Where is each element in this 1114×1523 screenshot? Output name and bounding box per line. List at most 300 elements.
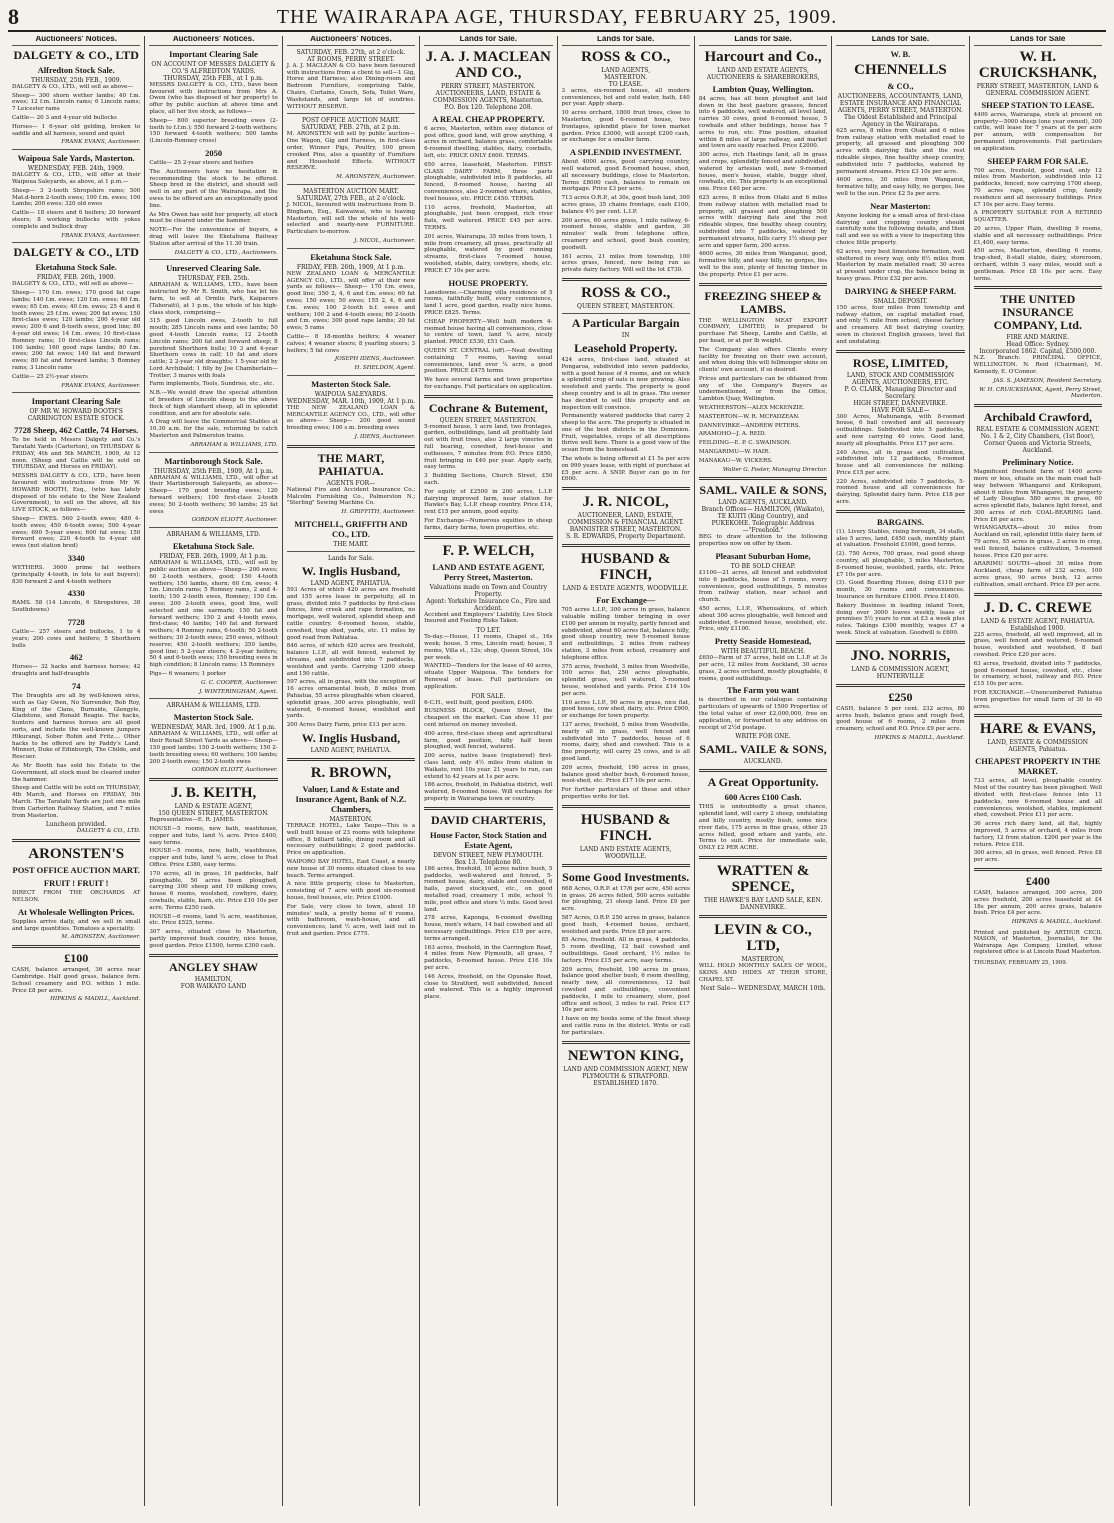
ad-separator xyxy=(699,769,827,772)
ad-subheading: LAND AND COMMISSION AGENT, NEW PLYMOUTH & STRATFORD. xyxy=(563,1065,689,1080)
ad-separator xyxy=(974,593,1102,596)
ad-paragraph: The whole is being offered at £1 5s per acre on 999 years lease, with right of purchase at £5 per acre. A SNIP. Buyer can go in for £600. xyxy=(561,456,690,483)
ad-subheading: No. 1 & 2, City Chambers, (1st floor), Corner Queen and Victoria Streets, Auckland. xyxy=(980,433,1095,455)
ad-signature: DALGETY & CO., LTD. xyxy=(76,828,141,835)
ad-subheading: AUCTIONEERS, ACCOUNTANTS, LAND, ESTATE INSURANCE AND FINANCIAL AGENTS, PERRY STREET, MASTERTON. xyxy=(837,92,964,114)
ad-separator xyxy=(699,856,827,859)
ad-heading: & CO., xyxy=(887,80,914,91)
column-7 xyxy=(831,36,968,1506)
ad-paragraph: 278 acres, Kaponga, 6-roomed dwelling house, men's whare, 14 bail cowshed and all necessary outbuildings. Price £19 per acre, terms arranged. xyxy=(424,915,553,942)
ad-paragraph: 846 acres, of which 420 acres are freehold, balance L.I.P., all well fenced, watered by streams, and subdivided into 7 paddocks, woolshed and yards. Carrying 1200 sheep and 150 cattle. xyxy=(286,643,416,677)
ad-paragraph: The Draughts are all by well-known sires, such as Gay Gwen, No Surrender, Bob Roy, King of the Clans, Burnside, Glengyle, Gladstone, and Ronald Reagie. The hacks, hunters and harness horses are all good sorts, and include the well-known jumpers Hikurangi, Sober Robin and Fritz.... Other hacks to be offered are by Paddy's Land, Minneri, Duke of Edinburgh, The Childe, and Rescuer. xyxy=(12,693,141,761)
ad-subheading: HIGH STREET, DANNEVIRKE. xyxy=(853,399,948,407)
ad-paragraph: Prices and particulars can be obtained from any of the Company's Buyers as undermentioned, or from the Office, Lambton Quay, Wellington. xyxy=(698,375,828,403)
ad-paragraph: CASH, balance 5 per cent. 232 acres, 80 acres bush, balance grass and rough feed, good house of 6 rooms, 2 miles from creamery, school and P.O. Price £9 per acre. xyxy=(836,705,965,733)
ad-heading: A REAL CHEAP PROPERTY. xyxy=(432,113,545,124)
ad-paragraph: 593 Acres of which 420 acres are freehold and 155 acres lease in perpetuity, all in grass, divided into 7 paddocks by first-class fences, lime creek and rape formation, no mortgage, well watered, splendid sheep and cattle country. 6-roomed house, stable, cowshed, trap shed, yards, etc. 11 miles by good road from Pahiatua. xyxy=(286,587,416,641)
ad-paragraph: 375 acres, freehold, 3 miles from Woodville, 100 acres flat, 250 acres ploughable, splendid grass, well watered, 5-roomed house, woolshed and yards. Price £14 10s per acre. xyxy=(561,663,690,697)
ad-paragraph: ARARIMU SOUTH—about 30 miles from Auckland, cheap farm of 232 acres, 100 acres grass, 90 acres bush, 12 acres cultivation, small orchard. Price £9 per acre. xyxy=(973,561,1102,588)
ad-paragraph: 161 acres, 21 miles from township, 100 acres grass, fenced, now being run as private dairy factory. Will sell the lot £730. xyxy=(561,253,690,274)
ad-paragraph: Horses— 32 hacks and harness horses; 42 draughts and half-draughts xyxy=(12,664,141,678)
ad-heading: 3340 xyxy=(67,553,85,564)
ad-paragraph: £1100—21 acres, all fenced and subdivided into 6 paddocks, house of 5 rooms, every convenience, good outbuildings, 5 minutes from railway station, near school and church. xyxy=(698,570,828,604)
ad-paragraph: Sheep— 3 2-tooth Shropshire rams; 500 Mat.d-horn 2-tooth ewes; 100 f.m. ewes; 100 Lambs; 200 ewes; 320 old ewes xyxy=(12,187,141,208)
ad-paragraph: ABRAHAM & WILLIAMS, LTD., will offer at their Renall Street Yards as above— Sheep— 150 good lambs; 150 2-tooth wethers; 150 2-tooth breeding ewes; 60 wethers; 100 lambs; 200 2-tooth ewes; 150 2-tooth ewes xyxy=(149,731,278,765)
ad-subheading: LAND AGENTS, AUCKLAND. xyxy=(718,499,808,507)
ad-heading: 4330 xyxy=(67,588,85,599)
ad-paragraph: 650 acres, leasehold, Masterton. FIRST-CLASS DAIRY FARM, three parts ploughable, subdivided into 8 paddocks, all fenced, 8-roomed house, having all conveniences, also 2-roomed whare, stables, fowl houses, etc. PRICE £450. TERMS. xyxy=(424,161,553,202)
ad-subheading: LAND, ESTATE & COMMISSION AGENTS, Pahiatua. xyxy=(987,739,1089,754)
ad-paragraph: J. NICOL, favoured with instructions from D. Bingham, Esq., Kaiwaiwai, who is leaving Masterton, will sell the whole of his well-selected and nearly-new FURNITURE. Particulars to-morrow. xyxy=(286,201,416,236)
ad-subheading: REAL ESTATE & COMMISSION AGENT. xyxy=(976,426,1100,434)
ad-subheading: ON ACCOUNT OF MESSES DALGETY & CO.'S ALFREDTON YARDS. xyxy=(151,60,276,75)
ad-separator xyxy=(836,641,964,644)
ad-paragraph: DIRECT FROM THE ORCHARDS AT NELSON. xyxy=(12,890,141,903)
ad-separator xyxy=(424,395,552,398)
ad-paragraph: Sheep— EWES. 560 2-tooth ewes; 480 4-tooth ewes; 450 6-tooth ewes; 500 4-year ewes; 690 5-year ewes; 600 fat ewes; 150 forward ewes; 220 4-tooth to 4-year old ewes (not station bred) xyxy=(12,516,141,550)
ad-paragraph: BEG to draw attention to the following properties now on offer by them. xyxy=(698,534,828,548)
ad-paragraph: WETHERS. 3600 prime fat wethers (principally 4-tooth, in lots to suit buyers); 830 forward 2 and 4-tooth wethers xyxy=(12,565,141,585)
ad-paragraph: (1). Livery Stables, rising borough, 34 stalls, also 5 acres, land, £450 cash, monthly plant at valuation. Freehold £1000, good terms. xyxy=(836,528,965,549)
ad-paragraph: For equity of £2500 in 200 acres, L.I.P. dairying improved farm, near station for Hawke's Bay, L.I.P. cheap country. Price £14, rent £15 per annum, good equity. xyxy=(424,488,553,516)
ad-paragraph: 300 Acres, Mahunanga, with 8-roomed house, 6 bail cowshed and all necessary outbuildings. Subdivided into 5 paddocks, and now carrying 40 cows. Good land, nearly all ploughable. Price £17 per acre. xyxy=(836,413,965,447)
ad-paragraph: Lansdowne.—Charming villa residence of 5 rooms, faithfully built, every convenience, land 1 acre, good garden, really nice home. PRICE £825. Terms. xyxy=(424,289,553,316)
ad-heading: THE UNITED INSURANCE COMPANY, Ltd. xyxy=(993,292,1082,333)
column-rule xyxy=(149,259,277,260)
ad-signature: HIPKINS & MADILL, Auckland. xyxy=(1011,919,1102,926)
column-rule xyxy=(287,248,415,249)
ad-signature: J. NICOL, Auctioneer. xyxy=(354,237,416,244)
ad-separator xyxy=(836,510,964,513)
column-rule xyxy=(12,149,140,150)
ad-subheading: DEVON STREET, NEW PLYMOUTH. xyxy=(433,851,544,859)
ad-heading: For Exchange— xyxy=(596,595,656,606)
ad-paragraph: CASH, balance arranged, 36 acres near Cambridge. Half good grass, balance fern. School creamery and P.O. within 1 mile. Price £8 per acre. xyxy=(12,967,141,994)
ad-paragraph: THIS is undoubtedly a great chance, splendid land, will carry 2 sheep, undulating and hilly country, mostly bush, some nice river flats, 175 acres in fine grass, other 25 acres felled, good whare and yards, etc. Terms to suit. Price for immediate sale, ONLY £2 PER ACRE. xyxy=(698,804,828,852)
ad-paragraph: 200 Acres Dairy Farm, price £13 per acre. xyxy=(286,722,407,729)
ad-paragraph: 137 acres, freehold, 5 miles from Woodville, nearly all in grass, well fenced and subdivided into 7 paddocks, house of 6 rooms, dairy, shed and cowshed. This is a fine property, will carry 25 cows, and is all good land. xyxy=(561,722,690,762)
ad-paragraph: About 4000 acres, good carrying country, well watered, good 8-roomed house, shed, all necessary buildings, close to Masterton. Terms £8000 cash, balance to remain on mortgage. Price £3 per acre. xyxy=(561,159,690,193)
ad-heading: Waipoua Sale Yards, Masterton. xyxy=(17,153,135,164)
ad-subheading: AT ROOMS, PERRY STREET. xyxy=(307,55,395,63)
ad-paragraph: 225 acres, freehold, all well improved, all in grass, well fenced and watered, 6-roomed house, woolshed and woolshed, 8 bail cowshed. Price £20 per acre. xyxy=(973,631,1102,659)
column-4 xyxy=(419,36,556,1506)
ad-paragraph: N.Z. Branch: PRINCIPAL OFFICE, WELLINGTON. N. Reid (Chairman), M. Kennedy, E. O'Connor. xyxy=(973,355,1102,375)
ad-heading: ROSE, LIMITED, xyxy=(852,355,948,370)
ad-heading: Alfredton Stock Sale. xyxy=(37,64,115,75)
ad-heading: Eketahuna Stock Sale. xyxy=(172,541,255,552)
column-rule xyxy=(287,375,415,376)
column-1 xyxy=(8,36,144,1506)
ad-paragraph: DALGETY & CO., LTD., will sell as above— xyxy=(12,83,134,90)
ad-paragraph: WANTED—Tenders for the lease of 40 acres, situate Upper Waipoua. The tenders for Renewal of lease. Full particulars on application. xyxy=(424,663,553,690)
ad-heading: BARGAINS. xyxy=(876,516,924,527)
ad-paragraph: MESSRS DALGETY & CO., LTD., have been favoured with instructions from Mr W. HOWARD BOOTH, Esq., (who has lately disposed of his estate to the New Zealand Government), to sell on the above, all his LIVE STOCK, as follows— xyxy=(12,473,141,514)
ad-subheading: Established 1900. xyxy=(1010,624,1066,632)
ad-heading: Masterton Stock Sale. xyxy=(311,378,391,389)
ad-paragraph: 209 acres, freehold, 190 acres in grass, balance good shelter bush, 6 room dwelling, nearly new, all conveniences, 12 bail cowshed and outbuildings, convenient paddocks, 1 mile to creamery, store, post office and school, 3 miles to rail. Price £17 10s per acre. xyxy=(561,966,690,1014)
ad-heading: 7728 xyxy=(67,617,85,628)
ad-subheading: TO LET. xyxy=(476,627,501,635)
ad-heading: Eketahuna Stock Sale. xyxy=(35,262,117,273)
ad-paragraph: CHEAP PROPERTY—Well built modern 4-roomed house having all conveniences, close to centre of town, land ¼ acre, nicely planted. PRICE £530, £51 Cash. xyxy=(424,318,553,346)
ad-subheading: LAND AGENT, PAHIATUA. xyxy=(310,747,392,754)
ad-heading: F. P. WELCH, xyxy=(442,542,535,559)
ad-paragraph: is described in our catalogue containing particulars of upwards of 1500 Properties of the total value of over £2,000,000, free on application, or forwarded to any address on receipt of 2½d postage. xyxy=(698,697,828,731)
ad-paragraph: 3 Building Sections, Church Street, £50 each. xyxy=(424,473,553,487)
ad-heading: J. A. J. MACLEAN AND CO., xyxy=(425,48,551,81)
ad-heading: Pretty Seaside Homestead, xyxy=(714,636,812,647)
ad-heading: £100 xyxy=(64,951,89,966)
ad-paragraph: CASH, balance arranged, 300 acres, 200 acres freehold, 200 acres leasehold at £4 18s per annum, 200 acres grass, balance bush. Price £4 per acre. xyxy=(973,889,1102,917)
newspaper-title: THE WAIRARAPA AGE, THURSDAY, FEBRUARY 25, 1909. xyxy=(276,5,838,28)
ad-subheading: FIRE AND MARINE. xyxy=(1006,334,1070,342)
ad-paragraph: 150 acres, four miles from township and railway station, on capital metalled road, and only ½ mile from school, cheese factory and creamery. All best dairying country, sown in choicest English grasses, level flat and undulating. xyxy=(836,304,965,345)
ad-separator xyxy=(699,477,827,480)
ad-paragraph: RAMS. 58 (14 Lincoln, 6 Shropshires, 38 Southdowns) xyxy=(12,600,141,614)
ad-heading: DALGETY & CO., LTD xyxy=(13,245,139,260)
page-number: 8 xyxy=(8,4,19,29)
column-heading: Lands for Sale. xyxy=(562,36,690,46)
ad-heading: MITCHELL, GRIFFITH AND CO., LTD. xyxy=(294,519,408,540)
ad-paragraph: 63 acres, freehold, divided into 7 paddocks, good 6-roomed house, cowshed, etc., close to creamery, school, railway and P.O. Price £15 10s per acre. xyxy=(973,660,1102,688)
ad-subheading: Incorporated 1862. Capital, £500,000. xyxy=(979,348,1097,356)
ad-paragraph: 186 acres, freehold, in Pahiatua district, well watered, 8-roomed house. Will exchange for property in Wairarapa town or country. xyxy=(424,782,553,802)
ad-subheading: FRIDAY, FEB. 26th, 1909, At 1 p.m. xyxy=(159,553,268,561)
ad-paragraph: 733 acres, all level, ploughable country. Most of the country has been ploughed. Well divided with first-class fences into 11 paddocks, new 6-roomed house and all conveniences, woolshed, stables, implement shed, cowshed. Price £11 per acre. xyxy=(973,778,1102,819)
ad-heading: £250 xyxy=(888,689,913,704)
ad-heading: DAIRYING & SHEEP FARM. xyxy=(844,285,957,296)
ad-paragraph: ABRAHAM & WILLIAMS, LTD., will offer at their Martinborough Saleyards, as above— Sheep— 170 good breeding ewes; 120 forward wethers; 100 first-class 2-tooth ewes; 50 2-tooth wethers; 50 lambs; 25 fat ewes xyxy=(149,474,278,515)
ad-signature: J. WINTERINGHAM, Agent. xyxy=(199,688,278,695)
ad-paragraph: ARAMOHO—J. A. REID. xyxy=(698,431,767,438)
ad-heading: Some Good Investments. xyxy=(562,869,690,884)
ad-paragraph: Cattle— 18 steers and 6 heifers; 20 forward steers; 8 working bullocks with yokes complete and bullock dray xyxy=(12,210,141,230)
ad-paragraph: 4600 acres, 30 miles from Wanganui, formative hilly, and easy hilly, no gorges, lies well to the sun. Price £2 5s per acre. xyxy=(836,177,965,197)
ad-paragraph: THE NEW ZEALAND LOAN & MERCANTILE AGENCY CO., LTD., will offer as above— Sheep— 200 good sound breeding ewes; 100 s.m. breeding ewes xyxy=(286,404,416,432)
ad-paragraph: DALGETY & CO., LTD., will offer at their Waipoua Saleyards, as above, at 1 p.m.— xyxy=(12,172,141,185)
ad-signature: FRANK EVANS, Auctioneer. xyxy=(61,232,141,239)
column-rule xyxy=(287,113,415,114)
ad-subheading: WEDNESDAY, MAR. 3rd, 1909. At 1 p.m. xyxy=(151,724,276,732)
ad-signature: DALGETY & CO., LTD., Auctioneers. xyxy=(174,249,278,256)
ad-paragraph: J. A. J. MACLEAN & CO. have been favoured with instructions from a client to sell—1 Gig, Horse and Harness; also Dining-room and Bedroom Furniture, comprising Table, Chairs, Curtains, Couch, Sofa, Toilet Ware, Washstands, and large lot of sundries. WITHOUT RESERVE. xyxy=(286,62,416,110)
ad-paragraph: Sheep— 170 f.m. ewes; 170 good fat cape lambs; 140 f.m. ewes; 120 f.m. ewes; 60 f.m. ewes; 65 f.m. ewes; 40 f.m. ewes; 25 4 and 6 tooth ewes; 25 f.f.m. ewes; 200 fat ewes; 150 first-class ewes; 120 lambs; 200 4-year old ewes; 200 6 and 8-tooth ewes, good line; 80 4-year old ewes; 14 f.m. ewes; 10 first-class Romney rams; 10 first-class Lincoln rams; 100 lambs; 160 good rape lambs; 80 f.m. ewes; 200 fat ewes; 140 fat and forward ewes; 80 fat and forward lambs; 5 Romney rams; 3 Lincoln rams xyxy=(12,290,141,371)
ad-paragraph: As Mr Booth has sold his Estate to the Government, all stock must be cleared under the hammer. xyxy=(12,762,141,783)
ad-subheading: THURSDAY, FEB. 25th. xyxy=(177,275,250,283)
column-rule xyxy=(12,392,140,393)
ad-signature: M. ARONSTEN, Auctioneer. xyxy=(61,934,141,941)
ad-subheading: THURSDAY, 25th FEB., 1909. xyxy=(30,76,122,84)
ad-separator xyxy=(562,278,690,281)
ad-paragraph: Magnificent freehold farm of 1400 acres more or less, situate on the main road half-way between Whangarei and Kirikopuni, about 6 miles from Whangarei, the property of Lady Douglas. 580 acres in grass, 60 acres splendid flats, balance light forest, and 300 acres of rich COAL-BEARING land. Price £6 per acre. xyxy=(973,469,1102,523)
ad-paragraph: 450 acres, L.I.P., Whenuakura, of which about 300 acres ploughable, well fenced and subdivided, 6-roomed house, woolshed, etc. Price, only £1100. xyxy=(698,606,828,633)
ad-signature: JAS. S. JAMESON, Resident Secretary. xyxy=(993,377,1102,384)
ad-paragraph: 625 acres, 8 miles from Otaki and 6 miles from railway station with metalled road to property, all grassed and ploughing 500 acres with dairying flats and the rest rideable slopes, fine healthy sheep country, subdivided into 7 paddocks, watered by permanent streams. Price £3 10s per acre. xyxy=(836,127,965,175)
ad-subheading: MASTERTON. xyxy=(329,816,373,823)
ad-paragraph: DALGETY & CO., LTD., will sell as above— xyxy=(12,281,134,288)
ad-heading: 74 xyxy=(71,681,81,692)
imprint-text: THURSDAY, FEBRUARY 25, 1909. xyxy=(973,959,1068,966)
ad-paragraph: Sheep— 800 superior breeding ewes (2-tooth to f.f.m.); 550 forward 2-tooth wethers; 150 forward 4-tooth wethers; 500 lambs (Lincoln-Romney cross) xyxy=(149,117,278,145)
ad-paragraph: MANAKAU—W. VICKERS. xyxy=(698,457,773,464)
ad-subheading: AUCKLAND. xyxy=(743,758,783,766)
ad-heading: A Great Opportunity. xyxy=(707,775,819,790)
column-heading: Lands for Sale xyxy=(974,36,1102,46)
ad-paragraph: (2). 750 Acres, 700 grass, real good sheep country, all ploughable, 3 miles Masterton, 8-roomed house, woolshed, yards, etc. Price £7 10s per acre. xyxy=(836,551,965,578)
ad-paragraph: 4400 acres, Wairarapa, stock at present on property—5000 sheep (one year owned), 300 cattle, will lease for 7 years at 6s per acre per annum, with compensation for permanent improvements. Full particulars on application. xyxy=(973,111,1102,152)
ad-subheading: Lands for Sale. xyxy=(327,555,374,563)
ad-paragraph: N.B.—We would draw the special attention of breeders of Lincoln sheep to the above flock of high standard sheep, all in splendid condition, and are for absolute sale. xyxy=(149,390,278,417)
ad-heading: LAND AND ESTATE AGENT, Perry Street, Masterton. xyxy=(432,561,545,582)
ad-paragraph: 4600 acres, 30 miles from Wanganui, good, formative hilly, and easy hilly, no gorges, lies well to the sun, plenty of fencing timber in the property. Price £1 per acre. xyxy=(698,251,828,278)
ad-subheading: PERRY STREET, MASTERTON. xyxy=(441,82,536,90)
ad-heading: A SPLENDID INVESTMENT. xyxy=(569,147,682,158)
ad-heading: SAML. VAILE & SONS, xyxy=(699,483,827,498)
ad-paragraph: Cattle— 8 18-months heifers; 4 weaner calves; 4 weaner steers; 8 yearling steers; 3 heifers; 5 fat cows xyxy=(286,333,416,354)
ad-signature: GORDON ELIOTT, Auctioneer. xyxy=(191,767,278,774)
ad-heading: ARONSTEN'S xyxy=(28,846,125,863)
ad-paragraph: HOUSE—5 rooms, new, bath, washhouse, copper and tubs, land ¼ acre, close to Post Office. Price £380, easy terms. xyxy=(149,848,278,868)
column-heading: Lands for Sale. xyxy=(699,36,827,46)
ad-signature: HIPKINS & MADILL, Auckland. xyxy=(50,996,141,1003)
ad-subheading: LAND AGENTS, xyxy=(601,66,651,74)
ad-separator xyxy=(424,536,552,539)
ad-paragraph: The Company also offers Clients every facility for freezing on their own account, and when doing this will fellmonger skins on clients' own account, if so desired. xyxy=(698,346,828,374)
ad-heading: JNO. NORRIS, xyxy=(850,647,951,664)
ad-paragraph: 450 acres, Masterton, dwelling 6 rooms, trap-shed, 8-stall stable, dairy, storeroom, orchard, within 3 easy miles, would suit a gentleman. Price £8 10s per acre. Easy terms. xyxy=(973,248,1102,282)
ad-paragraph: 146 Acres, freehold, on the Opunake Road, close to Stratford, well subdivided, fenced and watered. This is a highly improved place. xyxy=(424,973,553,1001)
ad-paragraph: Cattle— 20 3 and 4-year old bullocks xyxy=(12,114,117,121)
ad-subheading: AUCTIONEERS, LAND, ESTATE & COMMISSION AGENTS, Masterton. xyxy=(433,89,544,104)
ad-subheading: S. R. EDWARDS, Property Department. xyxy=(565,533,686,541)
ad-signature: H. SHELDON, Agent. xyxy=(354,365,416,372)
ad-separator xyxy=(562,1041,690,1044)
ad-paragraph: 209 acres, freehold, 190 acres in grass, balance good shelter bush, 6-roomed house, wool-shed, etc. Price £17 10s per acre. xyxy=(561,764,690,785)
ad-heading: W. B. xyxy=(890,48,911,59)
ad-subheading: HAMILTON, xyxy=(194,975,233,983)
ad-separator xyxy=(287,445,415,448)
ad-heading: Important Clearing Sale xyxy=(169,48,258,59)
ad-signature: W. H. CRUICKSHANK, Agent, Perry Street, Masterton. xyxy=(979,386,1102,400)
ad-subheading: LAND AND ESTATE AGENTS, WOODVILLE. xyxy=(579,845,672,860)
ad-subheading: LAND & ESTATE AGENT, PAHIATUA. xyxy=(980,617,1095,625)
ad-subheading: Luncheon provided. xyxy=(45,821,107,829)
ad-paragraph: 705 acres L.I.P., 300 acres in grass, balance valuable milling timber bringing in over £100 per annum in royalty, partly fenced and subdivided, about 60 acres flat, balance hilly, good sheep country, new 5-roomed house and outbuildings, 2 miles from railway station, 3 miles from school, creamery and telephone office. xyxy=(561,607,690,661)
ad-subheading: LAND & ESTATE AGENT, xyxy=(174,803,253,811)
ad-signature: JOSEPH IDENS, Auctioneer. xyxy=(334,356,416,363)
ad-heading: HUSBAND & FINCH. xyxy=(580,811,671,844)
ad-subheading: THURSDAY, 25th FEB., at 1 p.m. xyxy=(163,74,264,82)
ad-heading: FRUIT ! FRUIT ! xyxy=(43,878,109,889)
ad-subheading: MASTERTON. xyxy=(604,73,648,81)
ad-heading: Lambton Quay, Wellington. xyxy=(712,83,814,94)
ad-paragraph: 668 Acres, O.R.P. at 17/6 per acre, 450 acres in grass, 26 acres felled, 500 acres suitable for ploughing, 21 sheep land. Price £9 per acre. xyxy=(561,885,690,913)
ad-subheading: Box 13. Telephone 80. xyxy=(454,858,523,866)
ad-paragraph: 62 acres, very best limestone formation, well sheltered in every way, only 6½ miles from Masterton by main metalled road; 30 acres at present under crop, the balance being in heavy grass. Price £32 per acre. xyxy=(836,248,965,282)
ad-paragraph: ABRAHAM & WILLIAMS, LTD., have been instructed by Mr R. Smith, who has let his farm, to sell at Ormlie Park, Kaiparoro (Tahoraiti), at 1 p.m., the whole of his high-class stock, comprising— xyxy=(149,282,278,316)
ad-subheading: OF MR W. HOWARD BOOTH'S CARRINGTON ESTATE STOCK. xyxy=(27,408,125,423)
ad-paragraph: For further particulars of these and other properties write for list. xyxy=(561,787,690,800)
ad-heading: THE MART, PAHIATUA. xyxy=(317,450,385,478)
ad-separator xyxy=(836,350,964,353)
ad-subheading: ABRAHAM & WILLIAMS, LTD. xyxy=(166,531,261,539)
ad-heading: J. B. KEITH, xyxy=(170,785,257,802)
ad-subheading: LAND AGENT, PAHIATUA. xyxy=(310,580,392,588)
ad-subheading: LAND & ESTATE AGENTS, WOODVILLE. xyxy=(562,585,689,593)
ad-separator xyxy=(974,868,1102,871)
ad-subheading: MASTERTON, xyxy=(741,955,785,963)
ad-paragraph: 201 acres, Wairarapa, 35 miles from town, 1 mile from creamery, all grass, practically all ploughable, watered by good running streams, first-class 7-roomed house, woolshed, stable, dairy, cowbyre, sheds, etc. PRICE £7 10s per acre. xyxy=(424,233,553,274)
ad-paragraph: FEILDING—E. P. C. SWAINSON. xyxy=(698,440,792,447)
ad-subheading: LAND, STOCK AND COMMISSION AGENTS, AUCTIONEERS, ETC. xyxy=(846,371,954,386)
ad-paragraph: 186 acres, freehold, 10 acres native bush, 5 paddocks, well-watered and fenced, 5-roomed house, dairy, stable and cowshed, 6 bails, paved stockyard, etc., on good metalled road, creamery 1 mile, school ½ mile, post office and store ¼ mile. Good level land. xyxy=(424,865,553,913)
column-rule xyxy=(287,184,415,185)
column-heading: Auctioneers' Notices. xyxy=(12,36,140,46)
ad-separator xyxy=(836,684,964,687)
ad-paragraph: To be held in Messrs Dalgety and Co.'s Taratahi Yards (Carterton), on THURSDAY & FRIDAY, 4th and 5th MARCH, 1909, At 12 noon. (Sheep and Cattle will be sold on THURSDAY, and Horses on FRIDAY). xyxy=(12,437,141,471)
columns-container xyxy=(8,36,1106,1506)
ad-paragraph: For Sale, very close to town, about 10 minutes' walk, a pretty home of 6 rooms, with bathroom, wash-house, and all conveniences, land ½ acre, well laid out in fruit and garden. Price £775. xyxy=(286,903,416,937)
ad-heading: Martinborough Stock Sale. xyxy=(164,455,263,466)
ad-paragraph: £650—Farm of 37 acres, held on L.I.P. at 3s per acre, 12 miles from Auckland, 30 acres grass, 2 acres orchard, mostly ploughable, 6 rooms, good outbuildings. xyxy=(698,655,828,682)
ad-subheading: TO LEASE. xyxy=(608,80,643,88)
ad-paragraph: A nice little property, close to Masterton, consisting of 7 acre with good six-roomed house, fowl houses, etc. Price £1000. xyxy=(286,881,416,901)
ad-paragraph: NOTE—For the convenience of buyers, a drag will leave the Eketahuna Railway Station after arrival of the 11.30 train. xyxy=(149,227,278,247)
column-3 xyxy=(282,36,419,1506)
ad-separator xyxy=(562,805,690,808)
ad-separator xyxy=(699,915,827,918)
ad-heading: DAVID CHARTERIS, xyxy=(430,812,546,827)
ad-heading: SHEEP FARM FOR SALE. xyxy=(987,155,1089,166)
ad-signature: G. C. COOPER, Auctioneer. xyxy=(200,679,278,686)
ad-heading: ROSS & CO., xyxy=(581,284,671,301)
ad-separator xyxy=(562,487,690,490)
ad-subheading: AUCTIONEER, LAND, ESTATE, COMMISSION & FINANCIAL AGENT. xyxy=(567,512,684,527)
ad-heading: Preliminary Notice. xyxy=(1002,457,1074,468)
ad-paragraph: National Fire and Accident Insurance Co.; Malcolm Furnishing Co., Palmerston N.; "Sterling" Sewing Machine Co. xyxy=(286,486,416,507)
column-heading: Auctioneers' Notices. xyxy=(149,36,277,46)
column-rule xyxy=(562,313,690,314)
ad-subheading: SMALL DEPOSIT. xyxy=(873,297,928,305)
ad-paragraph: 170 acres, all in grass, 16 paddocks, half ploughable, 50 acres been ploughed, carrying 300 sheep and 10 milking cows, house 6 rooms, woolshed, cowbyre, dairy, cowbails, stable, barn, etc. Price £10 10s per acre. Terms £250 cash. xyxy=(149,870,278,911)
ad-paragraph: 220 Acres, subdivided into 7 paddocks, 5-roomed house and all conveniences for dairying. Splendid dairy farm. Price £18 per acre. xyxy=(836,478,965,506)
ad-heading: Archibald Crawford, xyxy=(983,410,1093,425)
ad-heading: W. Inglis Husband, xyxy=(301,564,401,579)
ad-paragraph: 315 good Lincoln ewes, 2-tooth to full mouth; 285 Lincoln rams and ewe lambs; 50 good 4-tooth Lincoln rams; 12 2-tooth Lincoln rams; 200 fat and forward sheep; 8 purebred Shorthorn bulls; 10 3 and 4-year Shorthorn cows in calf; 10 fat and store cattle; 2 2-year old draughts; 1 5-year old by Lord Archibald; 1 filly by Joe Chamberlain—Trotter; 3 mares with foals xyxy=(149,318,278,379)
ad-paragraph: Bakery Business in leading inland Town, doing over 3000 loaves weekly, lease of premises 5½ years to run at £3 a week plus rates. Takings £300 monthly, wages £7 a week. Stock at valuation. Goodwill is £600. xyxy=(836,602,965,637)
ad-paragraph: WHANGARATA—about 30 miles from Auckland on rail, splendid little dairy farm of 79 acres, 55 acres in grass, 3 acres in crop, well fenced, balance cultivation, 5-roomed house. Price £20 per acre. xyxy=(973,525,1102,559)
ad-paragraph: HOUSE—6 rooms, land ¼ acre, washhouse, etc. Price £525, terms. xyxy=(149,913,278,927)
ad-paragraph: HOUSE—5 rooms, new bath, washhouse, copper and tubs, land ¼ acre. Price £400, easy terms. xyxy=(149,825,278,846)
ad-heading: WRATTEN & SPENCE, xyxy=(716,862,810,895)
ad-paragraph: Cattle— 257 steers and bullocks, 1 to 4 years; 200 cows and heifers; 5 Shorthorn bulls xyxy=(12,629,141,649)
ad-heading: ROSS & CO., xyxy=(581,48,671,65)
ad-paragraph: WEATHERSTON—ALEX MCKENZIE. xyxy=(698,405,805,412)
ad-subheading: IN xyxy=(621,331,630,339)
ad-heading: Pleasant Suburban Home, xyxy=(715,551,811,562)
ad-separator xyxy=(149,954,277,957)
ad-heading: At Wholesale Wellington Prices. xyxy=(18,906,135,917)
ad-paragraph: 240 Acres, all in grass and cultivation, subdivided into 12 paddocks, 6-roomed house and all conveniences for milking. Price £15 per acre. xyxy=(836,449,965,476)
ad-signature: Walter G. Foster, Managing Director. xyxy=(722,466,828,473)
ad-paragraph: Sheep— 300 shorn wether lambs; 40 f.m. ewes; 12 f.m. Lincoln rams; 6 Lincoln rams; 7 Leicester rams xyxy=(12,92,141,113)
ad-paragraph: 85 Acres, freehold. All in grass, 4 paddocks, 5 room dwelling, 12 bail cowshed and outbuildings. Good orchard, 1½ miles to factory. Price £15 per acre, easy terms. xyxy=(561,937,690,964)
ad-paragraph: 625 acres, 8 miles from Otaki and 6 miles from railway station with metalled road to property, all grassed and ploughing 500 acres with dairying flats and the rest rideable slopes, fine healthy sheep country, subdivided into 7 paddocks, watered by permanent streams, hills carry 1½ sheep per acre and upper farm, 200 acres. xyxy=(698,194,828,249)
ad-separator xyxy=(12,945,140,948)
ad-separator xyxy=(149,778,277,781)
ad-separator xyxy=(12,839,140,842)
ad-paragraph: Pigs— 6 weaners; 1 porker xyxy=(149,670,226,677)
ad-subheading: WITH BEAUTIFUL BEACH. xyxy=(720,648,806,656)
column-2 xyxy=(144,36,281,1506)
ad-subheading: FOR WAIKATO LAND xyxy=(180,982,247,990)
ad-paragraph: 84 acres, has all been ploughed and laid down in the best pasture grasses, fenced into 4 paddocks, well watered, all level land, carries 30 cows, good 6-roomed house, 5 cowbails and other buildings, house has 7 acres to run, etc. Fine position, situated within 8 miles of large railway, and market and town are easily reached. Price £2000. xyxy=(698,95,828,150)
ad-paragraph: A PROPERTY SUITABLE FOR A RETIRED SQUATTER. xyxy=(973,210,1102,224)
ad-paragraph: BUSINESS BLOCK, Queen Street, the cheapest on the market. Can show 11 per cent interest on money invested. xyxy=(424,708,553,728)
ad-subheading: PERRY STREET, MASTERTON, LAND & GENERAL COMMISSION AGENT. xyxy=(976,82,1099,97)
column-heading: Auctioneers' Notices. xyxy=(287,36,415,46)
ad-heading: Unreserved Clearing Sale. xyxy=(166,263,262,274)
ad-subheading: WAIPOUA SALEYARDS. xyxy=(314,390,388,398)
ad-paragraph: 597 acres, all in grass, with the exception of 16 acres ornamental bush, 8 miles from Pahiatua, 55 acres ploughable when cleared, splendid grass, 300 acres ploughable, well watered, 6-roomed house, woolshed and yards. xyxy=(286,679,416,720)
ad-paragraph: 6 acres, Masterton, within easy distance of post office, good land, will grow anything, 4 acres in orchard, balance grass, comfortable 6-roomed dwelling, stables, dairy, cowbails, loft, etc. PRICE ONLY £600. TERMS. xyxy=(424,125,553,159)
ad-heading: A Particular Bargain xyxy=(571,315,680,330)
ad-heading: FREEZING SHEEP & LAMBS. xyxy=(704,288,822,316)
ad-heading: Leasehold Property. xyxy=(574,340,678,355)
ad-paragraph: Cattle— 25 2-year steers and heifers xyxy=(149,159,254,166)
ad-paragraph: Cattle— 25 2½-year steers xyxy=(12,373,88,380)
ad-heading: LEVIN & CO., LTD, xyxy=(714,921,812,954)
ad-paragraph: 110 acres, freehold, Masterton, all ploughable, just been cropped, rich river flats, well watered. PRICE £45 per acre. TERMS. xyxy=(424,204,553,231)
ad-subheading: WRITE FOR ONE. xyxy=(735,733,791,741)
ad-subheading: THE MART. xyxy=(333,541,369,549)
ad-signature: M. ARONSTEN, Auctioneer. xyxy=(336,174,416,181)
ad-subheading: FOR SALE. xyxy=(471,692,506,700)
ad-paragraph: FOR EXCHANGE.—Unencumbered Pahiatua town properties for small farm of 30 to 40 acres. xyxy=(973,690,1102,710)
ad-separator xyxy=(424,807,552,810)
ad-separator xyxy=(974,404,1102,407)
ad-heading: £400 xyxy=(1025,873,1050,888)
ad-paragraph: To-day.—House, 11 rooms, Chapel st., 16s week; house, 5 rms, Lincoln road; house, 5 rooms, Villa st., 12s; shop, Queen Street, 10s per week. xyxy=(424,634,553,661)
ad-heading: SHEEP STATION TO LEASE. xyxy=(981,99,1095,110)
ad-separator xyxy=(974,714,1102,717)
ad-paragraph: Permanently watered paddocks that carry 2 sheep to the acre. The property is situated in one of the best districts in the Dominion. Fruit, vegetables, crops of all descriptions thrive well here. There is a good view of the ocean from the homestead. xyxy=(561,413,690,454)
ad-signature: J. IDENS, Auctioneer. xyxy=(354,434,416,441)
ad-paragraph: 300 acres, all in grass, well fenced. Price £8 per acre. xyxy=(973,850,1102,864)
ad-subheading: WEDNESDAY, MAR. 10th, 1909, At 1 p.m. xyxy=(286,397,416,405)
ad-subheading: MASTERTON AUCTION MART. SATURDAY, 27th FEB., at 2 o'clock. xyxy=(296,187,406,202)
ad-paragraph: Anyone looking for a small area of first-class dairying and cropping country should carefully note the following details, and then call and see us with a view to inspecting this choice little property. xyxy=(836,212,965,246)
ad-signature: FRANK EVANS, Auctioneer. xyxy=(61,139,141,146)
ad-subheading: Agent: Yorkshire Insurance Co., Fire and Accident. xyxy=(426,597,551,612)
ad-subheading: QUEEN STREET, MASTERTON. xyxy=(577,302,675,310)
ad-separator xyxy=(699,283,827,286)
ad-paragraph: MASTERTON—W. R. MCFADZEAN. xyxy=(698,413,800,420)
ad-subheading: FRIDAY, FEB. 26th, 1909, At 1 p.m. xyxy=(296,263,406,271)
ad-paragraph: 20 acres, Upper Plain, dwelling 9 rooms, stable and all necessary outbuildings. Price £1,400, easy terms. xyxy=(973,225,1102,246)
ad-heading: W. Inglis Husband, xyxy=(301,731,401,745)
ad-paragraph: QUEEN ST. CENTRAL (off).—Neat dwelling containing 7 rooms, having usual conveniences, land over ¼ acre, a good position. PRICE £475 terms. xyxy=(424,347,553,375)
ad-paragraph: 5-roomed house, 1 acre land, two frontages, garden, outbuildings, land all profitably laid out with fruit trees, also 2 large vineries in full bearing, cowshed, fowl-house and outhouses, 7 minutes from P.O. Price £850, fruit bringing in £40 per year. Apply early, easy terms. xyxy=(424,423,553,471)
column-8 xyxy=(969,36,1106,1506)
column-rule xyxy=(149,452,277,453)
ad-paragraph: 36 acres rich dairy land, all flat, highly improved, 5 acres of orchard, 4 miles from factory, 12 from station. £200 per year is the return. Price £18. xyxy=(973,821,1102,848)
ad-heading: 462 xyxy=(69,652,83,663)
ad-paragraph: M. ARONSTEN will sell by public auction—One Wagon, Gig and Harness, in first-class order, Winner Pigs, Poultry, 100 green crooked Pins, also a quantity of Furniture and Household Effects. WITHOUT RESERVE. xyxy=(286,131,416,172)
ad-paragraph: MANGARIMU—W. HAIR. xyxy=(698,449,770,456)
column-rule xyxy=(149,698,277,699)
